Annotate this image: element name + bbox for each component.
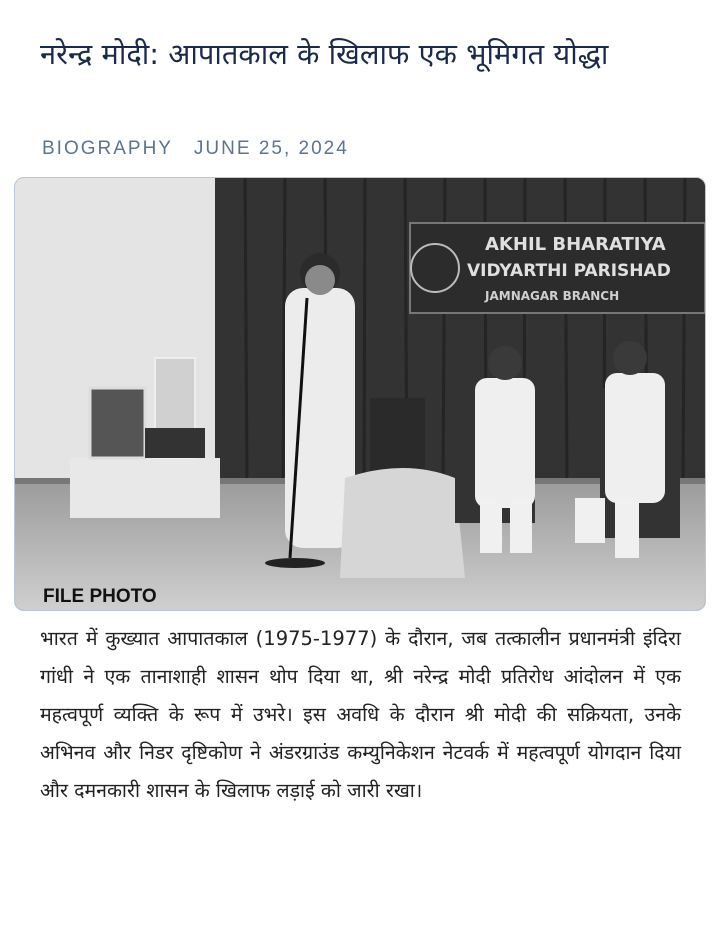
banner-text-line1: AKHIL BHARATIYA [485, 234, 666, 255]
publish-date: JUNE 25, 2024 [193, 138, 349, 159]
category-link[interactable]: BIOGRAPHY [42, 138, 173, 159]
article-title: नरेन्द्र मोदी: आपातकाल के खिलाफ एक भूमिगत योद्धा [40, 37, 609, 71]
article-body: भारत में कुख्यात आपातकाल (1975-1977) के दौरान, जब तत्कालीन प्रधानमंत्री इंदिरा गांधी ने एक तानाशाही शासन थोप दिया था, श्री नरेन्द्र मोदी प्रतिरोध आंदोलन में एक महत्वपूर्ण व्यक्ति के रूप में उभरे। इस अवधि के दौरान श्री मोदी की सक्रियता, उनके अभिनव और निडर दृष्टिकोण ने अंडरग्राउंड कम्युनिकेशन नेटवर्क में महत्वपूर्ण योगदान दिया और दमनकारी शासन के खिलाफ लड़ाई को जारी रखा। [40, 627, 681, 802]
banner-text-line3: JAMNAGAR BRANCH [485, 289, 620, 303]
article-photo [14, 177, 706, 611]
banner-text-line2: VIDYARTHI PARISHAD [467, 261, 671, 281]
photo-caption: FILE PHOTO [43, 586, 157, 607]
photo-illustration [15, 178, 705, 610]
article-meta [42, 138, 349, 160]
